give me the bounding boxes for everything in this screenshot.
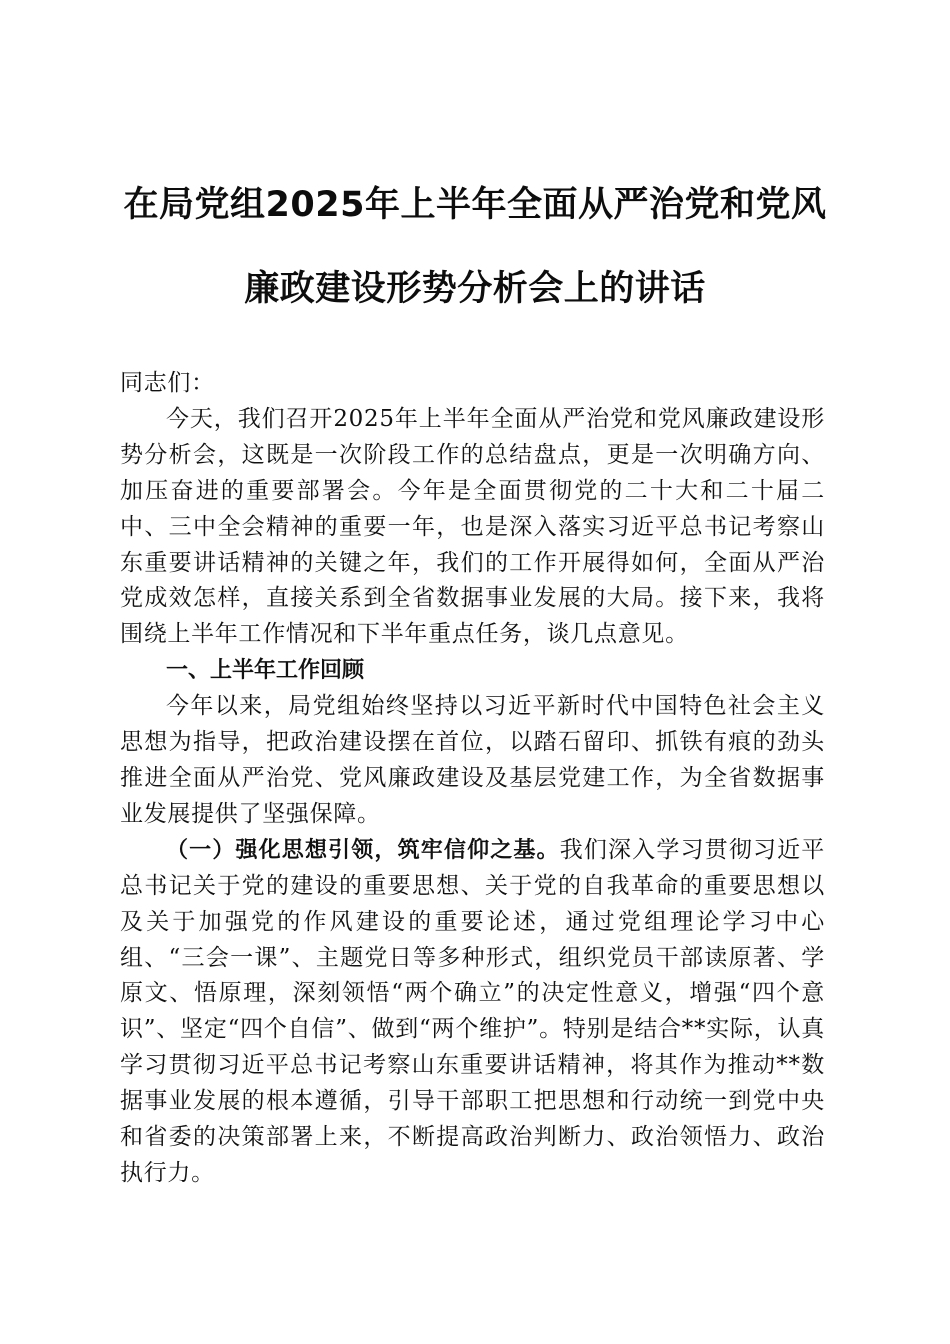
subsection-1-body: 我们深入学习贯彻习近平总书记关于党的建设的重要思想、关于党的自我革命的重要思想以及关于加强党的作风建设的重要论述，通过党组理论学习中心组、“三会一课”、主题党日等多种形式，组织党员干部读原著、学原文、悟原理，深刻领悟“两个确立”的决定性意义，增强“四个意识”、坚定“四个自信”、做到“两个维护”。特别是结合**实际，认真学习贯彻习近平总书记考察山东重要讲话精神，将其作为推动**数据事业发展的根本遵循，引导干部职工把思想和行动统一到党中央和省委的决策部署上来，不断提高政治判断力、政治领悟力、政治执行力。 — [120, 836, 825, 1186]
section-1-paragraph: 今年以来，局党组始终坚持以习近平新时代中国特色社会主义思想为指导，把政治建设摆在首位，以踏石留印、抓铁有痕的劲头推进全面从严治党、党风廉政建设及基层党建工作，为全省数据事业发展提供了坚强保障。 — [120, 693, 825, 827]
title-line-2: 廉政建设形势分析会上的讲话 — [244, 269, 706, 309]
document-body — [120, 366, 825, 1192]
subsection-1-lead: （一）强化思想引领，筑牢信仰之基。 — [166, 837, 560, 863]
section-1-heading: 一、上半年工作回顾 — [166, 658, 365, 684]
salutation: 同志们： — [120, 370, 215, 396]
title-line-1: 在局党组2025年上半年全面从严治党和党风 — [123, 185, 827, 225]
subsection-1-paragraph — [120, 833, 825, 1192]
intro-paragraph: 今天，我们召开2025年上半年全面从严治党和党风廉政建设形势分析会，这既是一次阶段工作的总结盘点，更是一次明确方向、加压奋进的重要部署会。今年是全面贯彻党的二十大和二十届二中、三中全会精神的重要一年，也是深入落实习近平总书记考察山东重要讲话精神的关键之年，我们的工作开展得如何，全面从严治党成效怎样，直接关系到全省数据事业发展的大局。接下来，我将围绕上半年工作情况和下半年重点任务，谈几点意见。 — [120, 405, 825, 648]
document-title — [100, 163, 850, 331]
